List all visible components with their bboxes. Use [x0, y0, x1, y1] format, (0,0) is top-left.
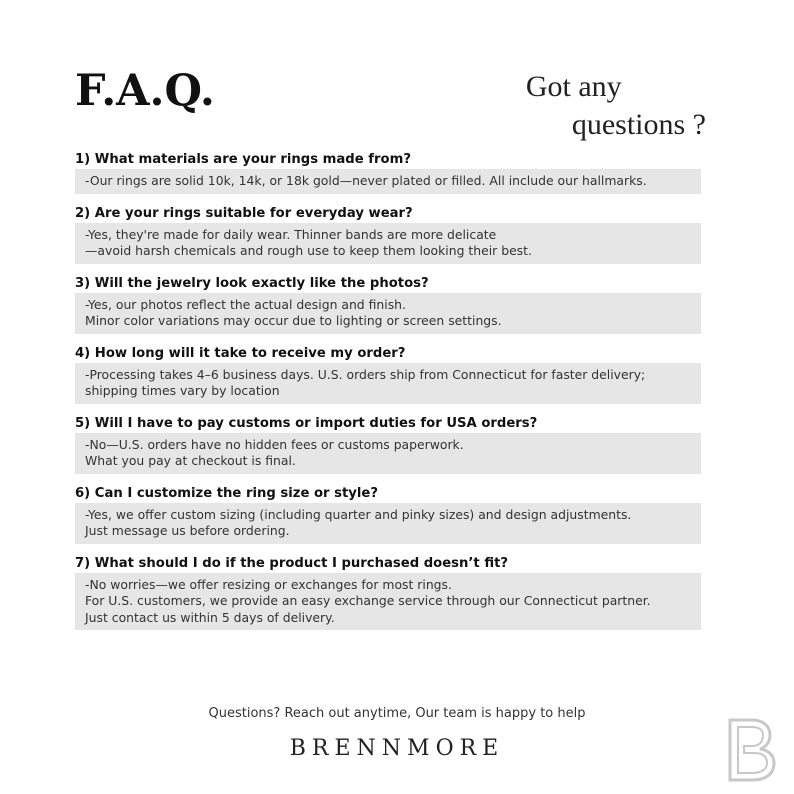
faq-question: 3) Will the jewelry look exactly like the photos? [75, 275, 429, 291]
faq-answer-line: -No—U.S. orders have no hidden fees or customs paperwork. [85, 436, 464, 452]
faq-item [75, 416, 701, 474]
tagline-line-1: Got any [525, 70, 622, 103]
faq-question: 4) How long will it take to receive my order? [75, 345, 406, 361]
footer-note: Questions? Reach out anytime, Our team is happy to help [208, 706, 586, 721]
faq-answer-line: -Yes, we offer custom sizing (including quarter and pinky sizes) and design adjustments. [85, 506, 632, 522]
faq-item [75, 486, 701, 544]
brand-wordmark: BRENNMORE [289, 736, 505, 761]
faq-answer-line: Just contact us within 5 days of delivery. [85, 609, 335, 625]
faq-answer-line: -Yes, our photos reflect the actual design and finish. [85, 296, 406, 312]
faq-answer-line: -Our rings are solid 10k, 14k, or 18k gold—never plated or filled. All include our hallmarks. [85, 173, 647, 188]
tagline [526, 68, 706, 144]
faq-answer-line: -Processing takes 4–6 business days. U.S. orders ship from Connecticut for faster delivery; [85, 366, 646, 382]
faq-answer [75, 363, 701, 404]
faq-answer-line: -No worries—we offer resizing or exchanges for most rings. [85, 576, 452, 592]
faq-answer-line: Just message us before ordering. [85, 523, 290, 538]
faq-question: 5) Will I have to pay customs or import duties for USA orders? [75, 415, 538, 431]
faq-answer [75, 433, 701, 474]
faq-item [75, 346, 701, 404]
faq-answer-line: For U.S. customers, we provide an easy exchange service through our Connecticut partner. [85, 593, 651, 608]
faq-answer [75, 169, 701, 194]
faq-item [75, 206, 701, 264]
faq-list [75, 152, 701, 642]
faq-answer-line: Minor color variations may occur due to lighting or screen settings. [85, 313, 502, 328]
faq-item [75, 556, 701, 631]
faq-answer-line: What you pay at checkout is final. [85, 453, 296, 468]
faq-answer [75, 293, 701, 334]
faq-question: 2) Are your rings suitable for everyday wear? [75, 205, 413, 221]
faq-answer [75, 223, 701, 264]
faq-question: 7) What should I do if the product I purchased doesn’t fit? [75, 555, 509, 571]
faq-title: F.A.Q. [75, 66, 215, 116]
faq-item [75, 276, 701, 334]
faq-answer [75, 503, 701, 544]
brennmore-b-monogram-icon [722, 716, 780, 784]
faq-answer-line: —avoid harsh chemicals and rough use to keep them looking their best. [85, 243, 532, 258]
faq-item [75, 152, 701, 194]
faq-question: 1) What materials are your rings made from? [75, 152, 411, 167]
faq-answer-line: -Yes, they're made for daily wear. Thinner bands are more delicate [85, 226, 497, 242]
faq-answer [75, 573, 701, 631]
tagline-line-2: questions ? [571, 108, 706, 141]
faq-answer-line: shipping times vary by location [85, 383, 280, 398]
faq-question: 6) Can I customize the ring size or style? [75, 485, 379, 501]
